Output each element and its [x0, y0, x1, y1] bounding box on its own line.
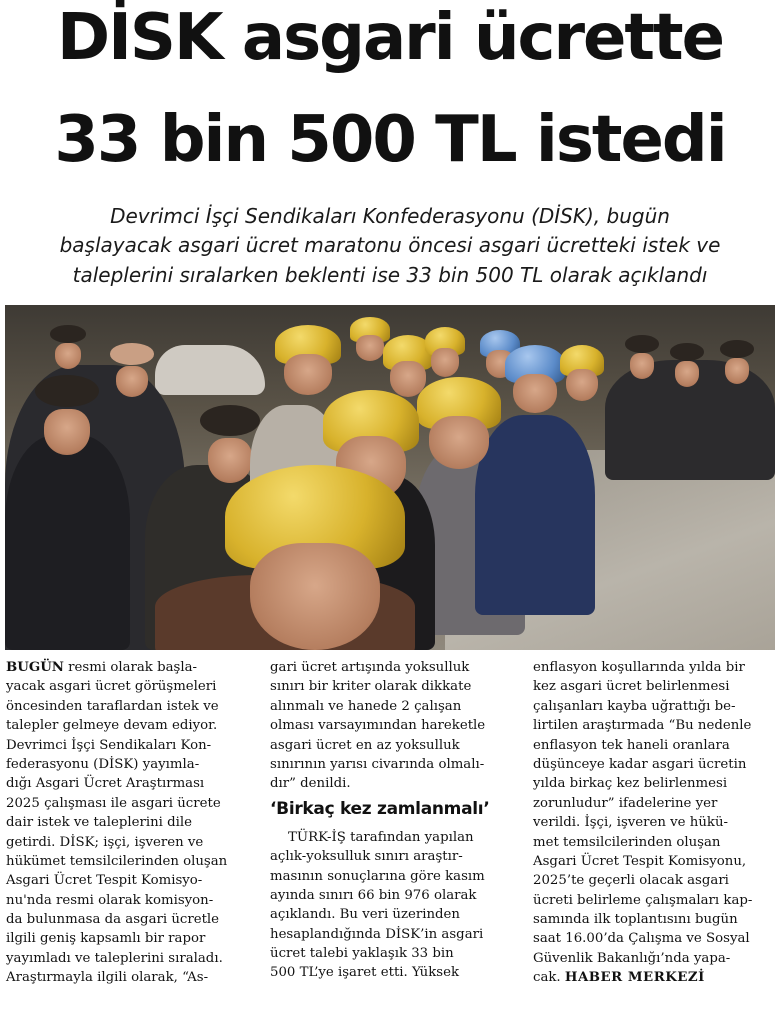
article-line: hükümet temsilcilerinden oluşan: [6, 853, 228, 869]
article-line: resmi olarak başla-: [63, 660, 198, 675]
article-line: getirdi. DİSK; işçi, işveren ve: [6, 834, 204, 850]
worker-figure: [275, 325, 341, 395]
article-line: yılda birkaç kez belirlenmesi: [533, 776, 728, 792]
worker-figure: [35, 375, 99, 455]
article-line: dığı Asgari Ücret Araştırması: [6, 776, 205, 792]
article-line: 2025 çalışması ile asgari ücrete: [6, 795, 221, 811]
worker-figure: [625, 335, 659, 379]
article-line: çalışanları kayba uğrattığı be-: [533, 698, 736, 714]
article-line: 500 TL’ye işaret etti. Yüksek: [270, 965, 460, 981]
article-line: met temsilcilerinden oluşan: [533, 834, 721, 850]
article-line: Güvenlik Bakanlığı’nda yapa-: [533, 950, 731, 966]
article-line: da bulunmasa da asgari ücretle: [6, 912, 220, 928]
article-line: ilgili geniş kapsamlı bir rapor: [6, 931, 206, 947]
article-line: ücret talebi yaklaşık 33 bin: [270, 946, 454, 962]
article-line: samında ilk toplantısını bugün: [533, 912, 738, 928]
article-line: dair istek ve taleplerini dile: [6, 815, 193, 831]
article-line: nu'nda resmi olarak komisyon-: [6, 892, 214, 908]
article-line: masının sonuçlarına göre kasım: [270, 868, 485, 884]
article-line: sınırı bir kriter olarak dikkate: [270, 679, 472, 695]
spot-line-3: taleplerini sıralarken beklenti ise 33 bin 500 TL olarak açıklandı: [72, 263, 708, 287]
worker-figure: [505, 345, 565, 413]
article-column-3: [533, 658, 777, 988]
article-line: Araştırmayla ilgili olarak, “As-: [6, 970, 209, 986]
article-line: talepler gelmeye devam ediyor.: [6, 718, 218, 734]
worker-figure: [225, 465, 405, 650]
article-line: olması varsayımından hareketle: [270, 718, 486, 734]
article-line: dır” denildi.: [270, 776, 351, 792]
article-line: Asgari Ücret Tespit Komisyo-: [6, 873, 203, 889]
article-line: saat 16.00’da Çalışma ve Sosyal: [533, 931, 750, 947]
article-line: enflasyon koşullarında yılda bir: [533, 660, 745, 675]
article-line: verildi. İşçi, işveren ve hükü-: [533, 815, 729, 831]
article-line: açlık-yoksulluk sınırı araştır-: [270, 849, 463, 865]
article-subhead: ‘Birkaç kez zamlanmalı’: [270, 798, 490, 819]
worker-figure: [670, 343, 704, 387]
article-line: gari ücret artışında yoksulluk: [270, 660, 470, 675]
article-line: zorunludur” ifadelerine yer: [533, 795, 718, 811]
worker-figure: [720, 340, 754, 384]
article-line: Devrimci İşçi Sendikaları Kon-: [6, 737, 212, 753]
worker-figure: [110, 343, 154, 397]
article-line: Asgari Ücret Tespit Komisyonu,: [533, 853, 747, 869]
miners-photo: [5, 305, 775, 650]
headline-line-1: DİSK asgari ücrette: [56, 1, 724, 75]
article-line: hesaplandığında DİSK’in asgari: [270, 926, 484, 942]
article-line: lirtilen araştırmada “Bu nedenle: [533, 718, 752, 734]
article-line: düşünceye kadar asgari ücretin: [533, 756, 747, 772]
article-line: asgari ücret en az yoksulluk: [270, 737, 460, 753]
headline-line-2: 33 bin 500 TL istedi: [54, 103, 726, 177]
article-line: yayımladı ve taleplerini sıraladı.: [6, 950, 223, 966]
photo-snow-pile: [155, 345, 265, 395]
article-line: enflasyon tek haneli oranlara: [533, 737, 730, 753]
byline-signature: HABER MERKEZİ: [564, 970, 705, 986]
article-line: yacak asgari ücret görüşmeleri: [6, 679, 217, 695]
lead-word: BUGÜN: [6, 660, 64, 675]
article-line: federasyonu (DİSK) yayımla-: [6, 756, 200, 772]
article-line: alınmalı ve hanede 2 çalışan: [270, 698, 462, 714]
article-line: TÜRK-İŞ tarafından yapılan: [288, 829, 474, 845]
article-column-1: [6, 658, 250, 988]
article-line: sınırının yarısı civarında olmalı-: [270, 756, 485, 772]
spot-line-1: Devrimci İşçi Sendikaları Konfederasyonu (DİSK), bugün: [110, 204, 670, 228]
article-line: ücreti belirleme çalışmaları kap-: [533, 892, 753, 908]
worker-figure: [50, 325, 86, 369]
worker-figure: [417, 377, 501, 469]
article-line: cak.: [533, 970, 561, 986]
article-line: 2025’te geçerli olacak asgari: [533, 873, 729, 889]
worker-figure: [560, 345, 604, 401]
spot-line-2: başlayacak asgari ücret maratonu öncesi asgari ücretteki istek ve: [59, 233, 721, 257]
worker-figure: [425, 327, 465, 377]
worker-jacket: [5, 435, 130, 650]
article-line: ayında sınırı 66 bin 976 olarak: [270, 887, 477, 903]
article-line: açıklandı. Bu veri üzerinden: [270, 907, 460, 923]
article-line: öncesinden taraflardan istek ve: [6, 698, 219, 714]
article-line: kez asgari ücret belirlenmesi: [533, 679, 730, 695]
article-column-2: [270, 658, 520, 983]
